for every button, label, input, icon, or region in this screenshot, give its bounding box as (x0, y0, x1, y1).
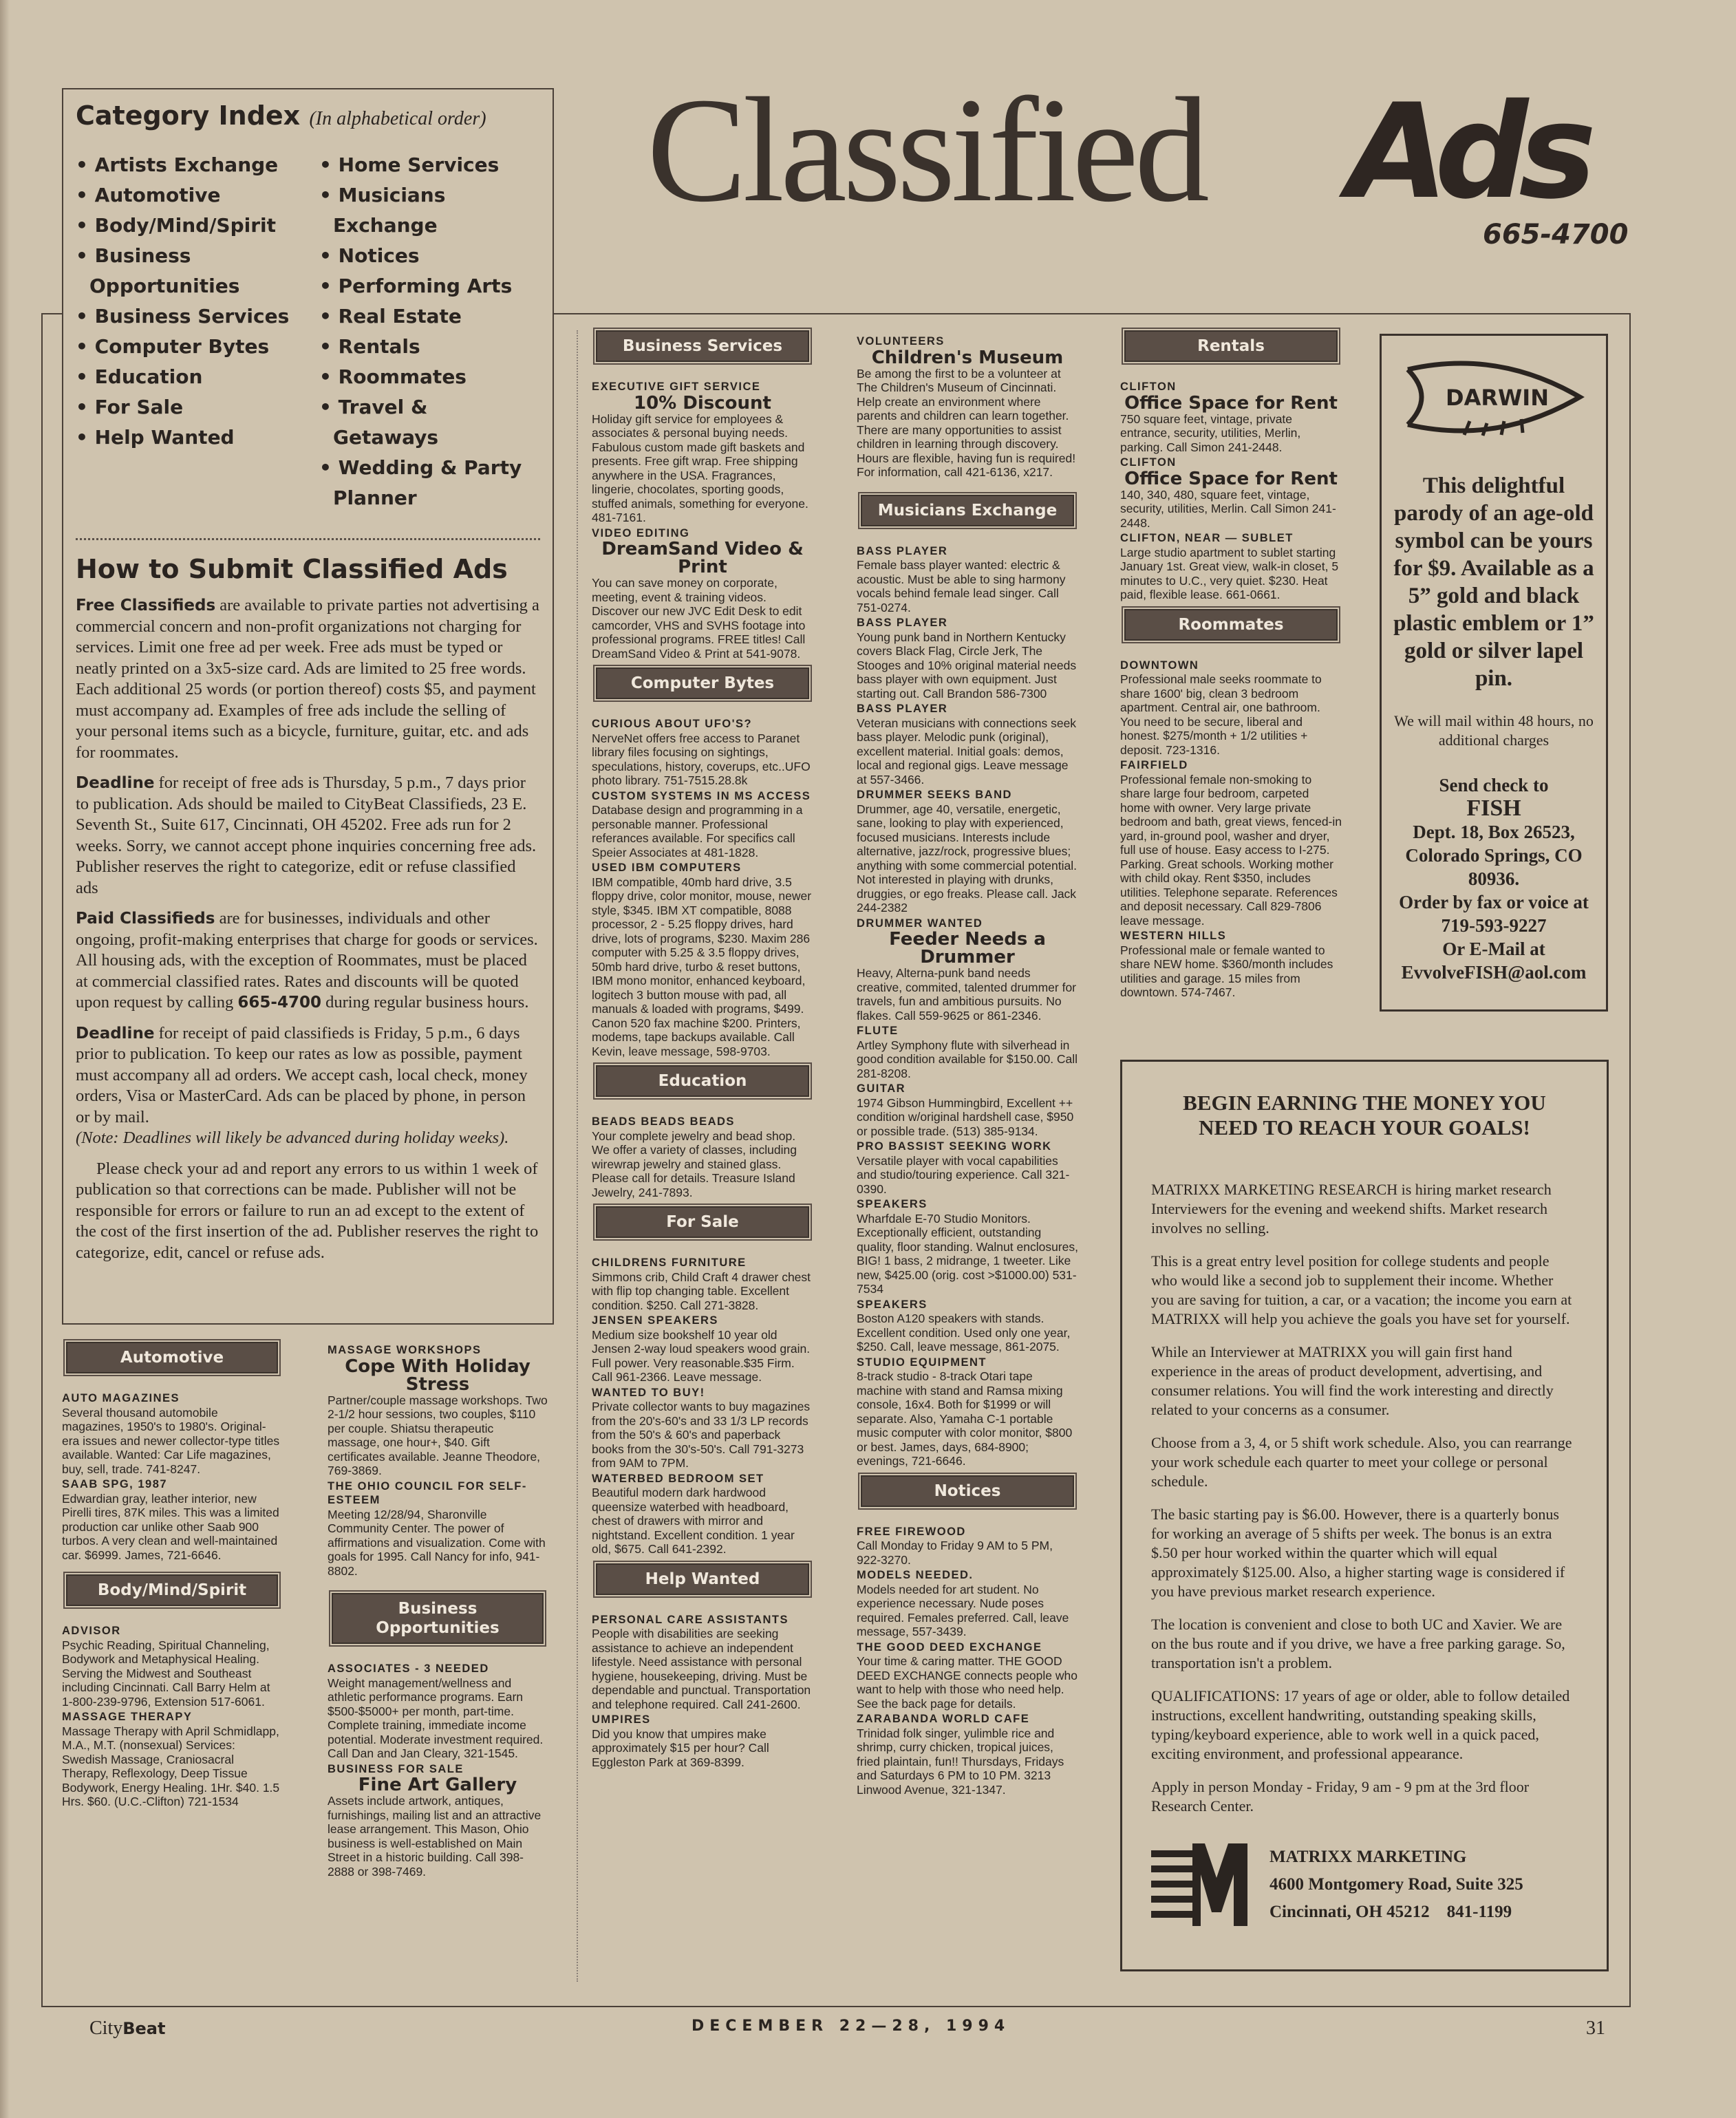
section-header-body-mind-spirit: Body/Mind/Spirit (66, 1574, 278, 1606)
category-item[interactable]: • Wedding & Party Planner (319, 453, 539, 513)
category-column-left (76, 150, 296, 513)
ad-subhead: BASS PLAYER (857, 703, 948, 715)
ad-subhead: CURIOUS ABOUT UFO'S? (592, 718, 753, 730)
ad-body: Private collector wants to buy magazines from the 20's-60's and 33 1/3 LP records from the 50's & 60's and paperback books from the 30's-50's. Call 791-3273 from 9AM to 7PM. (592, 1400, 811, 1470)
category-item[interactable]: • Rentals (319, 332, 539, 362)
ad-subhead: FREE FIREWOOD (857, 1525, 966, 1538)
darwin-note: We will mail within 48 hours, no additional charges (1394, 712, 1594, 749)
ad-body: Weight management/wellness and athletic performance programs. Earn $500-$5000+ per month, part-time. Complete training, immediate income potential. Moderate investment required. Call Dan and Jan Cleary, 321-1545. (328, 1676, 544, 1760)
ad-body: Boston A120 speakers with stands. Excellent condition. Used only one year, $250. Call, leave message, 861-2075. (857, 1312, 1071, 1354)
section-header-musicians-exchange: Musicians Exchange (861, 495, 1074, 526)
category-item[interactable]: • Education (76, 362, 296, 392)
ad-subhead: WATERBED BEDROOM SET (592, 1472, 764, 1485)
ad-subhead: WANTED TO BUY! (592, 1386, 705, 1399)
ad-subhead: USED IBM COMPUTERS (592, 862, 742, 874)
column-rentals (1120, 323, 1342, 1001)
ad-body: Versatile player with vocal capabilities and studio/touring experience. Call 321-0390. (857, 1153, 1070, 1196)
errors-paragraph: Please check your ad and report any errors to us within 1 week of publication so that corrections can be made. Publisher will not be responsible for errors or failure to run an ad except to the extent of the cost of the first insertion of the ad. Publisher reserves the right to categorize, edit, cancel or refuse ads. (76, 1159, 539, 1262)
darwin-fish-ad (1380, 334, 1608, 1012)
category-item[interactable]: • Help Wanted (76, 422, 296, 453)
category-item[interactable]: • Real Estate (319, 301, 539, 332)
ad-headline: Fine Art Gallery (358, 1775, 517, 1795)
category-item[interactable]: • Roommates (319, 362, 539, 392)
ad-body: Partner/couple massage workshops. Two 2-1/2 hour sessions, two couples, $110 per couple. Shiatsu therapeutic massage, one hour+, $40. Gift certificates available. Jeanne Theodore, 769-3869. (328, 1393, 548, 1477)
ad-subhead: CLIFTON (1120, 456, 1177, 469)
ad-body: Psychic Reading, Spiritual Channeling, Bodywork and Metaphysical Healing. Serving the Midwest and Southeast including Cincinnati. Call Barry Helm at 1-800-239-9796, Extension 517-6061. (62, 1638, 270, 1709)
ad-body: Drummer, age 40, versatile, energetic, sane, looking to play with experienced, focused musicians. Interests include alternative, jazz/rock, progressive blues; anything with some commercial potential. Not interested in playing with drunks, druggies, or ego freaks. Please call. Jack 244-2382 (857, 802, 1078, 914)
ad-body: Holiday gift service for employees & associates & personal buying needs. Fabulous custom made gift baskets and presents. Free gift wrap. Free shipping anywhere in the USA. Fragrances, lingerie, chocolates, sporting goods, stuffed animals, something for everyone. 481-7161. (592, 411, 808, 524)
ad-subhead: UMPIRES (592, 1713, 651, 1726)
ad-body: Database design and programming in a personable manner. Professional referances available. For specifics call Speier Associates at 481-1828. (592, 803, 803, 859)
section-header-rentals: Rentals (1124, 330, 1338, 362)
ad-body: People with disabilities are seeking assistance to achieve an independent lifestyle. Need assistance with personal hygiene, housekeeping, driving. Must be dependable and punctual. Transportation and telephone required. Call 241-2600. (592, 1627, 811, 1711)
ad-body: Your time & caring matter. THE GOOD DEED EXCHANGE connects people who want to help with those who need help. See the back page for details. (857, 1654, 1078, 1711)
ad-subhead: SPEAKERS (857, 1198, 928, 1210)
matrixx-paragraph: Apply in person Monday - Friday, 9 am - 9 pm at the 3rd floor Research Center. (1151, 1778, 1530, 1815)
ad-subhead: STUDIO EQUIPMENT (857, 1356, 987, 1369)
category-item[interactable]: • Musicians Exchange (319, 180, 539, 241)
ad-subhead: GUITAR (857, 1082, 906, 1095)
column-automotive (62, 1335, 282, 1810)
matrixx-ad (1120, 1060, 1609, 1971)
ad-subhead: DRUMMER WANTED (857, 917, 983, 930)
ad-body: 8-track studio - 8-track Otari tape machine with stand and Ramsa mixing console, 16x4. Both for $1999 or will separate. Also, Yamaha C-1 portable music computer with color monitor, $800 or best. James, days, 684-8900; evenings, 721-6646. (857, 1369, 1073, 1468)
ad-subhead: MODELS NEEDED. (857, 1569, 974, 1581)
ad-body: Massage Therapy with April Schmidlapp, M.A., M.T. (nonsexual) Services: Swedish Massage, Craniosacral Therapy, Reflexology, Deep Tissue Bodywork, Energy Healing. 1Hr. $40. 1.5 Hrs. $60. (U.C.-Clifton) 721-1534 (62, 1724, 280, 1808)
dotted-divider (76, 538, 540, 540)
category-item[interactable]: • Travel & Getaways (319, 392, 539, 453)
category-item[interactable]: • Business Services (76, 301, 296, 332)
category-index-box (62, 88, 554, 1325)
free-classifieds-paragraph: Free Classifieds are available to private parties not advertising a commercial concern and non-profit organizations not charging for services. Limit one free ad per week. Free ads must be typed or neatly printed on a 3x5-size card. Ads are limited to 25 free words. Each additional 25 words (or portion thereof) costs $5, and payment must accompany ad. Examples of free ads include the selling of your personal items such as a bicycle, furniture, guitar, etc. and ads for roommates. (76, 596, 539, 762)
column-business-services (592, 323, 813, 1771)
ad-body: Edwardian gray, leather interior, new Pirelli tires, 87K miles. This was a limited production car unlike other Saab 900 turbos. A very clean and well-maintained car. $6999. James, 721-6646. (62, 1491, 279, 1562)
ad-subhead: ZARABANDA WORLD CAFE (857, 1713, 1030, 1725)
darwin-headline: This delightful parody of an age-old symbol can be yours for $9. Available as a 5” gold and black plastic emblem or 1” gold or silver lapel pin. (1393, 473, 1594, 691)
footer-publication: CityBeat (89, 2018, 166, 2039)
section-header-education: Education (596, 1065, 809, 1097)
matrixx-logo-icon (1151, 1843, 1254, 1926)
section-header-help-wanted: Help Wanted (596, 1563, 809, 1595)
ad-subhead: DRUMMER SEEKS BAND (857, 789, 1012, 801)
ad-subhead: THE OHIO COUNCIL FOR SELF-ESTEEM (328, 1479, 527, 1506)
darwin-send: Send check to FISH Dept. 18, Box 26523, Colorado Springs, CO 80936. Order by fax or voice at 719-593-9227 Or E-Mail at EvvolveFISH@aol.com (1399, 775, 1589, 983)
matrixx-address: MATRIXX MARKETING 4600 Montgomery Road, Suite 325 Cincinnati, OH 45212 841-1199 (1269, 1848, 1523, 1921)
ad-subhead: BASS PLAYER (857, 544, 948, 557)
ad-subhead: VOLUNTEERS (857, 335, 945, 347)
category-index-subtitle: (In alphabetical order) (309, 108, 486, 129)
ad-body: IBM compatible, 40mb hard drive, 3.5 floppy drive, color monitor, mouse, newer style, $345. IBM XT compatible, 8088 processor, 2 - 5.25 floppy drives, hard drive, lots of programs, $230. Maxim 286 computer with 5.25 & 3.5 floppy drives, 50mb hard drive, turbo & reset buttons, IBM mono monitor, enhanced keyboard, logitech 3 button mouse with pad, all manuals & loaded with programs, $499. Canon 520 fax machine $200. Printers, modems, tape backups available. Call Kevin, leave message, 598-9703. (592, 875, 812, 1058)
ad-subhead: CLIFTON, NEAR — SUBLET (1120, 532, 1294, 544)
ad-subhead: CUSTOM SYSTEMS IN MS ACCESS (592, 789, 811, 802)
paid-classifieds-paragraph: Paid Classifieds are for businesses, individuals and other ongoing, profit-making enterprises that charge for goods or services. All housing ads, with the exception of Roommates, must be placed at commercial classified rates. Rates and discounts will be quoted upon request by calling 665-4700 during regular business hours. (76, 909, 538, 1012)
ad-body: Call Monday to Friday 9 AM to 5 PM, 922-3270. (857, 1539, 1053, 1567)
ad-subhead: MASSAGE THERAPY (62, 1711, 193, 1723)
ad-subhead: WESTERN HILLS (1120, 930, 1227, 942)
ad-body: Several thousand automobile magazines, 1950's to 1980's. Original-era issues and newer collector-type titles available. Wanted: Car Life magazines, buy, sell, trade. 741-8247. (62, 1405, 280, 1476)
matrixx-paragraph: The basic starting pay is $6.00. However, there is a quarterly bonus for working an average of 5 shifts per week. The bonus is an extra $.50 per hour worked within the quarter which will equal approximately $125.00. Also, a higher starting wage is considered if you have previous market research experience. (1151, 1506, 1565, 1600)
ad-headline: DreamSand Video & Print (601, 539, 804, 577)
ad-subhead: CLIFTON (1120, 381, 1177, 393)
column-musicians-exchange (857, 333, 1078, 1798)
ad-subhead: FAIRFIELD (1120, 759, 1188, 771)
free-deadline-paragraph: Deadline for receipt of free ads is Thursday, 5 p.m., 7 days prior to publication. Ads should be mailed to CityBeat Classifieds, 23 E. Seventh St., Suite 617, Cincinnati, OH 45202. Free ads run for 2 weeks. Sorry, we cannot accept phone inquiries concerning free ads. Publisher reserves the right to categorize, edit or refuse classified ads (76, 773, 537, 897)
section-header-roommates: Roommates (1124, 609, 1338, 641)
matrixx-paragraph: Choose from a 3, 4, or 5 shift work schedule. Also, you can rearrange your work schedule each quarter to meet your college or personal schedule. (1151, 1434, 1572, 1490)
matrixx-paragraph: This is a great entry level position for college students and people who would like a second job to supplement their income. Whether you are saving for tuition, a car, or a vacation; the income you earn at MATRIXX will help you achieve the goals you have set for yourself. (1151, 1252, 1572, 1327)
category-item[interactable]: • For Sale (76, 392, 296, 422)
ad-headline: Cope With Holiday Stress (345, 1356, 531, 1395)
ad-subhead: ASSOCIATES - 3 NEEDED (328, 1662, 489, 1675)
masthead-phone: 665-4700 (1483, 219, 1629, 250)
masthead-title-ads: Ads (1347, 76, 1587, 228)
ad-headline: Feeder Needs a Drummer (889, 929, 1046, 967)
ad-subhead: THE GOOD DEED EXCHANGE (857, 1640, 1042, 1654)
ad-body: Did you know that umpires make approximately $15 per hour? Call Eggleston Park at 369-8399. (592, 1726, 769, 1769)
ad-subhead: BUSINESS FOR SALE (328, 1762, 464, 1775)
ad-subhead: DOWNTOWN (1120, 659, 1199, 672)
ad-body: Meeting 12/28/94, Sharonville Community Center. The power of affirmations and visualization. Come with goals for 1995. Call Nancy for info, 941-8802. (328, 1507, 546, 1578)
ad-subhead: FLUTE (857, 1025, 899, 1037)
matrixx-headline: BEGIN EARNING THE MONEY YOU NEED TO REACH YOUR GOALS! (1183, 1091, 1546, 1140)
masthead-title-classified: Classified (647, 67, 1205, 233)
column-business-opportunities (328, 1342, 548, 1880)
ad-subhead: JENSEN SPEAKERS (592, 1314, 718, 1327)
ad-subhead: BASS PLAYER (857, 617, 948, 629)
footer-page-number: 31 (1586, 2018, 1605, 2039)
ad-subhead: SAAB SPG, 1987 (62, 1478, 168, 1490)
footer-date: DECEMBER 22—28, 1994 (692, 2018, 1011, 2035)
ad-subhead: PRO BASSIST SEEKING WORK (857, 1140, 1052, 1153)
ad-body: Models needed for art student. No experience necessary. Nude poses required. Females preferred. Call, leave message, 557-3439. (857, 1582, 1069, 1638)
category-list (76, 150, 540, 513)
ad-body: NerveNet offers free access to Paranet library files focusing on sightings, speculations, history, coverups, etc..UFO photo library. 751-7515.28.8k (592, 731, 811, 787)
ad-subhead: MASSAGE WORKSHOPS (328, 1344, 482, 1356)
ad-body: Trinidad folk singer, yulimble rice and shrimp, curry chicken, tropical juices, fried plaintain, fun!! Thursdays, Fridays and Saturdays 6 PM to 10 PM. 3213 Linwood Avenue, 321-1347. (857, 1726, 1064, 1797)
ad-headline: 10% Discount (634, 392, 771, 414)
matrixx-paragraph: MATRIXX MARKETING RESEARCH is hiring market research Interviewers for the evening and weekend shifts. Market research involves no selling. (1151, 1181, 1552, 1237)
section-header-business-opportunities: Business Opportunities (332, 1593, 544, 1644)
ad-subhead: PERSONAL CARE ASSISTANTS (592, 1613, 789, 1626)
how-to-submit-title: How to Submit Classified Ads (76, 554, 508, 584)
ad-body: Veteran musicians with connections seek bass player. Melodic punk (original), excellent material. Initial goals: demos, local and regional gigs. Leave message at 557-3466. (857, 716, 1077, 787)
ad-body: Female bass player wanted: electric & acoustic. Must be able to sing harmony vocals behind female lead singer. Call 751-0274. (857, 558, 1066, 614)
ad-body: Be among the first to be a volunteer at The Children's Museum of Cincinnati. Help create an environment where parents and children can learn together. There are many opportunities to assist children in learning through discovery. Hours are flexible, having fun is required! For information, call 421-6136, x217. (857, 366, 1076, 479)
ad-body: Artley Symphony flute with silverhead in good condition available for $150.00. Call 281-8208. (857, 1038, 1078, 1080)
category-item[interactable]: • Automotive (76, 180, 296, 211)
ad-subhead: CHILDRENS FURNITURE (592, 1256, 747, 1269)
section-header-business-services: Business Services (596, 330, 809, 362)
ad-body: 140, 340, 480, square feet, vintage, security, utilities, Merlin. Call Simon 241-2448. (1120, 487, 1336, 530)
ad-headline: Office Space for Rent (1124, 392, 1338, 414)
ad-body: 1974 Gibson Hummingbird, Excellent ++ condition w/original hardshell case, $950 or possible trade. (513) 385-9134. (857, 1095, 1074, 1138)
ad-subhead: ADVISOR (62, 1625, 121, 1637)
darwin-fish-text: DARWIN (1446, 385, 1549, 411)
ad-body: Assets include artwork, antiques, furnishings, mailing list and an attractive lease arrangement. This Mason, Ohio business is well-established on Main Street in a historic building. Call 398-2888 or 398-7469. (328, 1794, 542, 1879)
paid-deadline-paragraph: Deadline for receipt of paid classifieds is Friday, 5 p.m., 6 days prior to publication. To keep our rates as low as possible, payment must accompany all ad orders. We accept cash, local check, money orders, Visa or MasterCard. Ads can be placed by phone, in person or by mail. (Note: Deadlines will likely be advanced during holiday weeks). (76, 1023, 528, 1147)
ad-body: Professional female non-smoking to share large four bedroom, carpeted home with owner. Very large private bedroom and bath, great views, fenced-in yard, in-ground pool, washer and dryer, full use of house. Easy access to I-275. Parking. Great schools. Working mother with child okay. Rent $350, includes utilities. Telephone separate. References and deposit necessary. Call 829-7806 leave message. (1120, 772, 1342, 928)
ad-body: Beautiful modern dark hardwood queensize waterbed with headboard, chest of drawers with mirror and nightstand. Excellent condition. 1 year old, $675. Call 641-2392. (592, 1486, 795, 1556)
ad-body: Simmons crib, Child Craft 4 drawer chest with flip top changing table. Excellent condition. $250. Call 271-3828. (592, 1270, 811, 1312)
ad-body: 750 square feet, vintage, private entrance, security, utilities, Merlin, parking. Call Simon 241-2448. (1120, 411, 1301, 454)
column-divider (577, 330, 578, 1982)
ad-body: Heavy, Alterna-punk band needs creative, commited, talented drummer for travels, fun and ambitious pursuits. No flakes. Call 559-9625 or 861-2346. (857, 966, 1077, 1023)
ad-body: Professional male or female wanted to share NEW home. $360/month includes utilities and garage. 15 miles from downtown. 574-7467. (1120, 943, 1333, 999)
ad-headline: Children's Museum (871, 347, 1064, 368)
section-header-automotive: Automotive (66, 1342, 278, 1373)
category-item[interactable]: • Home Services (319, 150, 539, 180)
page-edge-shadow (0, 0, 10, 2118)
matrixx-paragraph: The location is convenient and close to both UC and Xavier. We are on the bus route and if you drive, we have a free parking garage. So, transportation isn't a problem. (1151, 1616, 1565, 1671)
masthead (647, 67, 1638, 261)
matrixx-paragraph: While an Interviewer at MATRIXX you will gain first hand experience in the areas of product development, advertising, and consumer relations. You will find the work interesting and directly related to your concerns as a consumer. (1151, 1343, 1554, 1418)
category-item[interactable]: • Notices (319, 241, 539, 271)
ad-subhead: BEADS BEADS BEADS (592, 1115, 735, 1128)
ad-body: Professional male seeks roommate to share 1600' big, clean 3 bedroom apartment. Central air, one bathroom. You need to be secure, liberal and honest. $275/month + 1/2 utilities + deposit. 723-1316. (1120, 672, 1322, 757)
ad-body: Young punk band in Northern Kentucky covers Black Flag, Circle Jerk, The Stooges and 10% original material needs bass player with own equipment. Just starting out. Call Brandon 586-7300 (857, 630, 1077, 700)
ad-body: Large studio apartment to sublet starting January 1st. Great view, walk-in closet, 5 minutes to U.C., very quiet. $230. Heat paid, flexible lease. 661-0661. (1120, 545, 1339, 601)
ad-body: Wharfdale E-70 Studio Monitors. Exceptionally efficient, outstanding quality, floor standing. Walnut enclosures, BIG! 1 bass, 2 midrange, 1 tweeter. Like new, $425.00 (orig. cost >$1000.00) 531-7534 (857, 1211, 1078, 1296)
darwin-fish-logo (1390, 345, 1598, 449)
section-header-computer-bytes: Computer Bytes (596, 667, 809, 699)
ad-subhead: EXECUTIVE GIFT SERVICE (592, 381, 761, 393)
category-item[interactable]: • Computer Bytes (76, 332, 296, 362)
matrixx-logo-block (1151, 1843, 1578, 1926)
ad-subhead: AUTO MAGAZINES (62, 1392, 180, 1404)
ad-body: Medium size bookshelf 10 year old Jensen 2-way loud speakers wood grain. Full power. Very reasonable.$35 Firm. Call 961-2366. Leave message. (592, 1327, 811, 1384)
category-item[interactable]: • Artists Exchange (76, 150, 296, 180)
matrixx-paragraph: QUALIFICATIONS: 17 years of age or older, able to follow detailed instructions, excellent handwriting, outstanding speaking skills, typing/keyboard experience, able to work well in a quick paced, exciting environment, and professional appearance. (1151, 1687, 1570, 1762)
category-item[interactable]: • Performing Arts (319, 271, 539, 301)
section-header-for-sale: For Sale (596, 1206, 809, 1238)
ad-body: You can save money on corporate, meeting, event & training videos. Discover our new JVC Edit Desk to edit camcorder, VHS and SVHS footage into professional programs. FREE titles! Call DreamSand Video & Print at 541-9078. (592, 576, 806, 661)
category-column-right (319, 150, 539, 513)
category-item[interactable]: • Body/Mind/Spirit (76, 211, 296, 241)
ad-body: Your complete jewelry and bead shop. We offer a variety of classes, including wirewrap jewelry and stained glass. Please call for details. Treasure Island Jewelry, 241-7893. (592, 1128, 797, 1199)
ad-subhead: VIDEO EDITING (592, 526, 690, 539)
ad-headline: Office Space for Rent (1124, 468, 1338, 489)
category-item[interactable]: • Business Opportunities (76, 241, 296, 301)
category-index-title: Category Index (In alphabetical order) (76, 100, 486, 131)
section-header-notices: Notices (861, 1475, 1074, 1507)
ad-subhead: SPEAKERS (857, 1298, 928, 1311)
